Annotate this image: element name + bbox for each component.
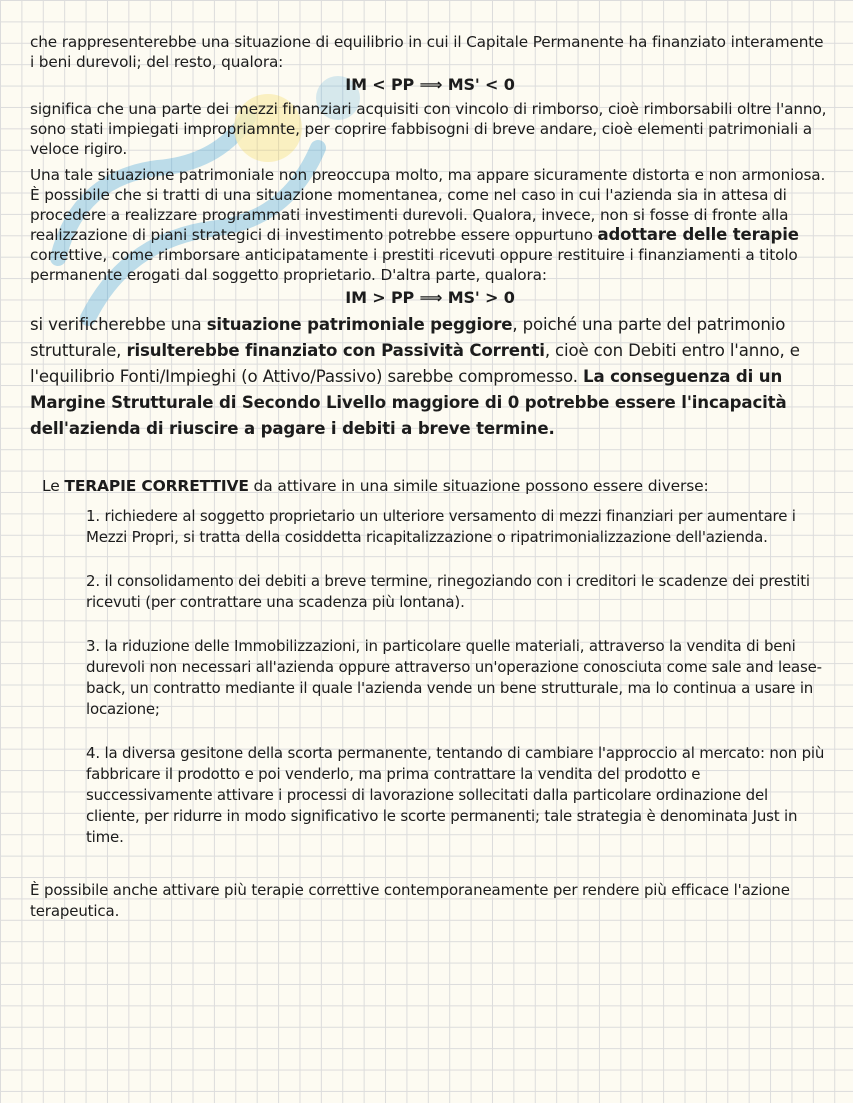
formula-positive-margin: IM > PP ⟹ MS' > 0 (345, 288, 515, 307)
paragraph-situation-part1: Una tale situazione patrimoniale non preoccupa molto, ma appare sicuramente distorta e non armoniosa. È possibile che si tratti di una situazione momentanea, come nel caso in cui l'azienda sia in attesa di procedere a realizzare programmati investimenti durevoli. Qualora, invece, non si fosse di fronte alla realizzazione di piani strategici di investimento potrebbe essere oppurtuno (30, 166, 826, 244)
list-item: 1. richiedere al soggetto proprietario un ulteriore versamento di mezzi finanziari per aumentare i Mezzi Propri, si tratta della cosiddetta ricapitalizzazione o ripatrimonializzazione dell'azienda. (86, 507, 796, 546)
paragraph-closing: È possibile anche attivare più terapie correttive contemporaneamente per rendere più efficace l'azione terapeutica. (30, 881, 790, 920)
terapie-title: TERAPIE CORRETTIVE (64, 477, 249, 495)
paragraph-improper-use: significa che una parte dei mezzi finanziari acquisiti con vincolo di rimborso, cioè rimborsabili oltre l'anno, sono stati impiegati impropriamnte, per coprire fabbisogni di breve andare, cioè elementi patrimoniali a veloce rigiro. (30, 100, 827, 158)
emphasis-current-liabilities: risulterebbe finanziato con Passività Correnti (126, 341, 545, 360)
list-item: 4. la diversa gesitone della scorta permanente, tentando di cambiare l'approccio al mercato: non più fabbricare il prodotto e poi venderlo, ma prima contrattare la vendita del prodotto e successivamente attivare i processi di lavorazione sollecitati dalla particolare ordinazione del cliente, per ridurre in modo significativo le scorte permanenti; tale strategia è denominata Just in time. (86, 744, 825, 846)
paragraph-intro: che rappresenterebbe una situazione di equilibrio in cui il Capitale Permanente ha finanziato interamente i beni durevoli; del resto, qualora: (30, 33, 824, 71)
terapie-intro-c: da attivare in una simile situazione possono essere diverse: (253, 477, 709, 495)
formula-negative-margin: IM < PP ⟹ MS' < 0 (345, 75, 515, 94)
list-item: 2. il consolidamento dei debiti a breve termine, rinegoziando con i creditori le scadenze dei prestiti ricevuti (per contrattare una scadenza più lontana). (86, 572, 810, 611)
emphasis-worse-situation: situazione patrimoniale peggiore (206, 315, 513, 334)
terapie-intro-a: Le (42, 477, 60, 495)
consequence-e: , cioè con Debiti entro l'anno, e l'equilibrio Fonti/Impieghi (o Attivo/Passivo) sarebbe compromesso. (30, 341, 800, 386)
consequence-a: si verificherebbe una (30, 315, 202, 334)
emphasis-adopt-therapies: adottare delle terapie (597, 225, 799, 244)
emphasis-consequence: La conseguenza di un Margine Strutturale di Secondo Livello maggiore di 0 potrebbe essere l'incapacità dell'azienda di riuscire a pagare i debiti a breve termine. (30, 367, 787, 438)
paragraph-consequence (30, 312, 830, 442)
document-page (30, 32, 830, 922)
consequence-c: , poiché una parte del patrimonio strutturale, (30, 315, 786, 360)
paragraph-situation (30, 165, 830, 285)
terapie-list (30, 506, 826, 848)
list-item: 3. la riduzione delle Immobilizzazioni, in particolare quelle materiali, attraverso la vendita di beni durevoli non necessari all'azienda oppure attraverso un'operazione conosciuta come sale and lease-back, un contratto mediante il quale l'azienda vende un bene strutturale, ma lo continua a usare in locazione; (86, 637, 822, 718)
terapie-heading (42, 476, 830, 496)
paragraph-situation-part2: correttive, come rimborsare anticipatamente i prestiti ricevuti oppure restituire i finanziamenti a titolo permanente erogati dal soggetto proprietario. D'altra parte, qualora: (30, 246, 798, 284)
